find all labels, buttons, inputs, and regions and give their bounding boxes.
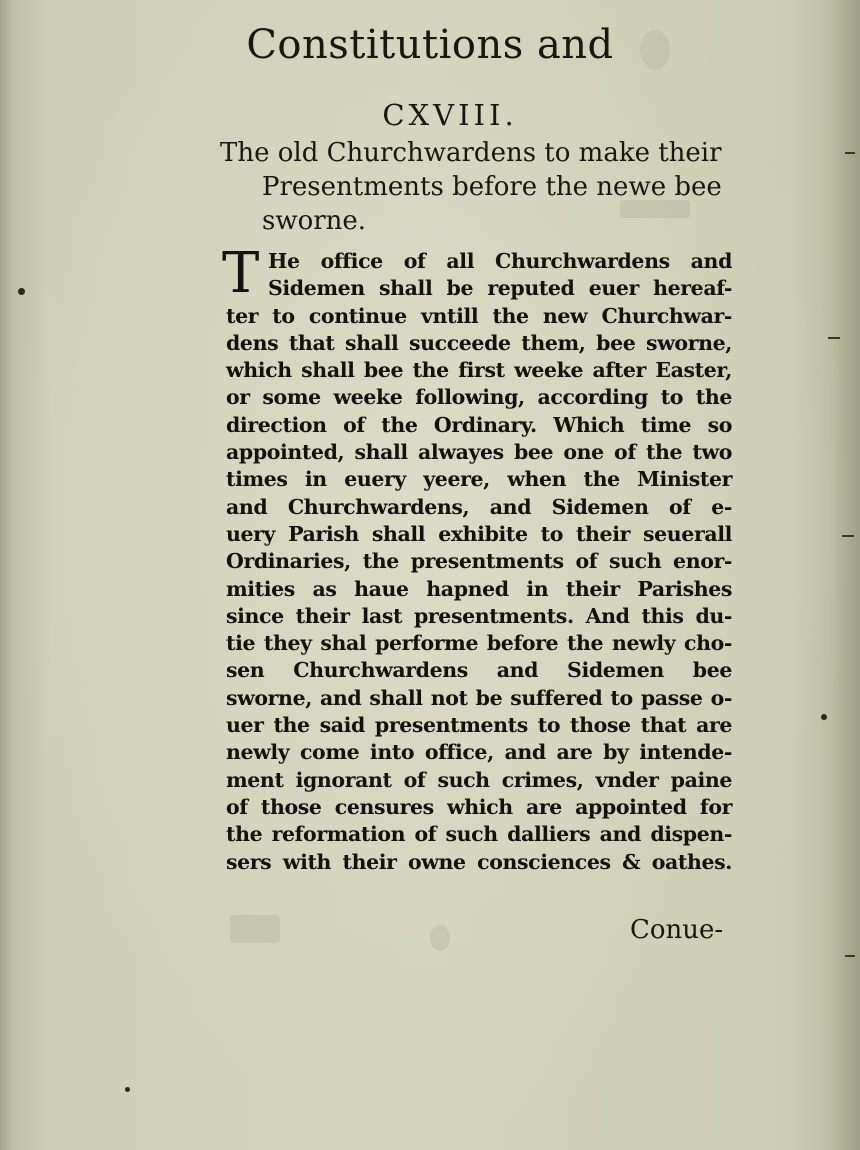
body-line: since their last presentments. And this du- — [226, 603, 732, 628]
catchword: Conue- — [630, 915, 724, 945]
body-line: dens that shall succeede them, bee sworne, — [226, 330, 732, 355]
body-line: ment ignorant of such crimes, vnder paine — [226, 767, 732, 792]
canon-title-line: Presentments before the newe bee — [262, 172, 722, 202]
page-left-edge — [0, 0, 14, 1150]
body-line: sworne, and shall not be suffered to passe o- — [226, 685, 732, 710]
bleed-through-mark — [430, 925, 450, 951]
margin-mark — [828, 337, 840, 339]
page-right-edge — [830, 0, 860, 1150]
body-line: mities as haue hapned in their Parishes — [226, 576, 732, 601]
canon-title-line: sworne. — [262, 206, 367, 236]
ink-speck — [18, 288, 25, 295]
canon-number: CXVIII. — [382, 98, 518, 132]
ink-speck — [821, 714, 827, 720]
body-line: appointed, shall alwayes bee one of the two — [226, 440, 732, 465]
body-line: ter to continue vntill the new Churchwar- — [226, 303, 732, 328]
body-line: Sidemen shall be reputed euer hereaf- — [268, 276, 732, 301]
canon-body — [226, 248, 732, 876]
bleed-through-mark — [230, 915, 280, 943]
running-head: Constitutions and — [246, 22, 614, 68]
margin-mark — [842, 535, 854, 537]
body-line: Ordinaries, the presentments of such enor- — [226, 549, 732, 574]
body-line: sen Churchwardens and Sidemen bee — [226, 658, 732, 683]
body-line: and Churchwardens, and Sidemen of e- — [226, 494, 732, 519]
body-line: newly come into office, and are by intende- — [226, 740, 732, 765]
body-line: tie they shal performe before the newly cho- — [226, 631, 732, 656]
body-line: uery Parish shall exhibite to their seuerall — [226, 521, 732, 546]
body-line: direction of the Ordinary. Which time so — [226, 412, 732, 437]
body-line: times in euery yeere, when the Minister — [226, 467, 732, 492]
body-line: which shall bee the first weeke after Easter, — [226, 358, 732, 383]
body-line: or some weeke following, according to the — [226, 385, 732, 410]
body-line: He office of all Churchwardens and — [268, 249, 732, 273]
margin-mark — [845, 955, 855, 957]
body-line: sers with their owne consciences & oathes. — [226, 849, 732, 874]
body-line: of those censures which are appointed for — [226, 794, 732, 819]
canon-title — [220, 136, 740, 238]
margin-mark — [845, 152, 855, 154]
drop-cap: T — [222, 241, 260, 306]
body-line: uer the said presentments to those that are — [226, 713, 732, 738]
ink-speck — [125, 1087, 130, 1092]
canon-title-line: The old Churchwardens to make their — [220, 138, 722, 168]
body-line: the reformation of such dalliers and dispen- — [226, 822, 732, 847]
